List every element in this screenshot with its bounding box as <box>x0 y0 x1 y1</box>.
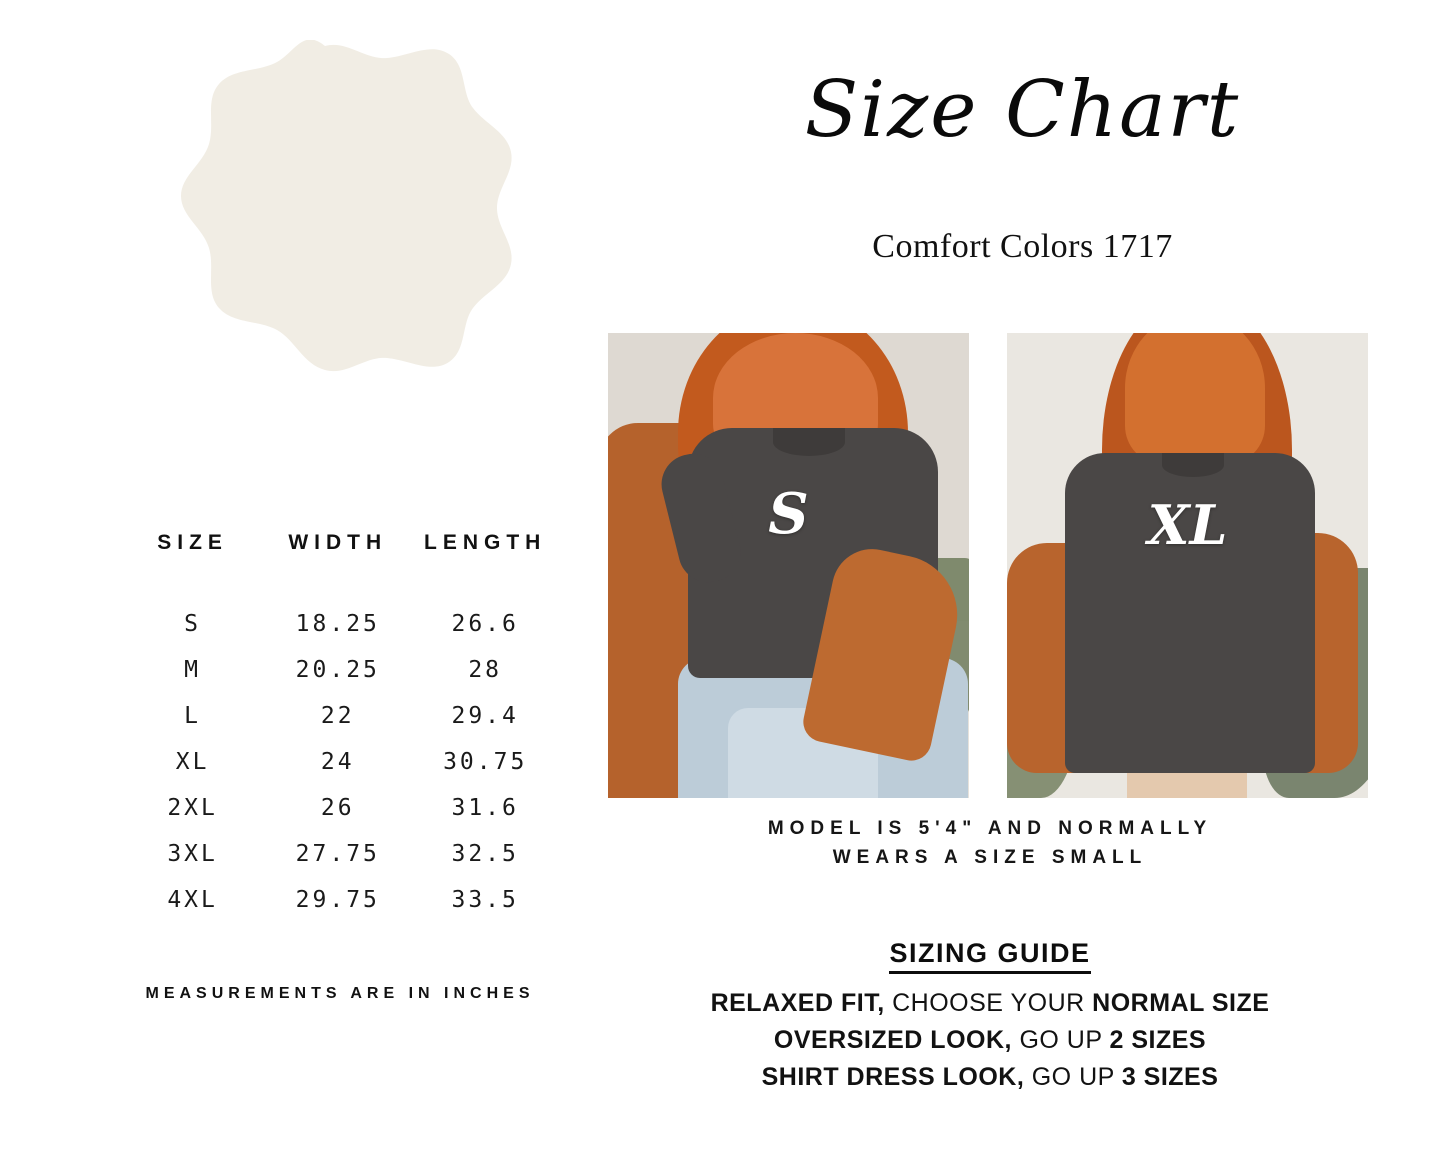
table-row <box>120 785 560 831</box>
cell-length: 28 <box>468 657 503 683</box>
cell-size: 4XL <box>167 887 218 913</box>
model-note-line-2: WEARS A SIZE SMALL <box>832 847 1148 869</box>
cell-length: 26.6 <box>451 611 519 637</box>
table-header-row <box>120 530 560 601</box>
guide-line-1-action: CHOOSE YOUR <box>892 989 1085 1017</box>
tshirt-neckline <box>1162 453 1224 477</box>
table-row <box>120 693 560 739</box>
guide-line-2-result: 2 SIZES <box>1109 1026 1207 1054</box>
tshirt-neckline <box>773 428 845 456</box>
cell-size: L <box>184 703 202 729</box>
sizing-guide-line <box>600 985 1380 1022</box>
guide-line-2-fit: OVERSIZED LOOK, <box>773 1026 1012 1054</box>
cell-size: 2XL <box>167 795 218 821</box>
table-row <box>120 647 560 693</box>
sizing-guide-title-text: SIZING GUIDE <box>889 938 1090 974</box>
table-row <box>120 601 560 647</box>
cell-width: 26 <box>320 795 355 821</box>
guide-line-2-action: GO UP <box>1019 1026 1103 1054</box>
shirt-size-label: XL <box>1147 493 1228 557</box>
column-header-width: WIDTH <box>288 531 388 554</box>
table-row <box>120 831 560 877</box>
cell-size: 3XL <box>167 841 218 867</box>
cell-width: 29.75 <box>295 887 380 913</box>
shirt-size-label: S <box>768 481 809 547</box>
cell-width: 22 <box>320 703 355 729</box>
guide-line-1-fit: RELAXED FIT, <box>710 989 885 1017</box>
model-hair-highlight <box>1125 333 1265 463</box>
sizing-guide-title <box>600 938 1380 969</box>
cell-size: XL <box>175 749 210 775</box>
page-subtitle: Comfort Colors 1717 <box>872 228 1173 265</box>
guide-line-3-fit: SHIRT DRESS LOOK, <box>761 1063 1025 1091</box>
page-title: Size Chart <box>804 65 1241 155</box>
cell-length: 33.5 <box>451 887 519 913</box>
cell-size: M <box>184 657 202 683</box>
cell-length: 31.6 <box>451 795 519 821</box>
model-photo-xl <box>1007 333 1368 798</box>
column-header-length: LENGTH <box>424 531 547 554</box>
table-row <box>120 739 560 785</box>
cell-length: 30.75 <box>443 749 528 775</box>
table-row <box>120 877 560 923</box>
cell-length: 32.5 <box>451 841 519 867</box>
guide-line-1-result: NORMAL SIZE <box>1092 989 1270 1017</box>
cell-width: 24 <box>320 749 355 775</box>
model-note-line-1: MODEL IS 5'4" AND NORMALLY <box>767 818 1213 839</box>
decorative-blob-shape <box>120 40 520 450</box>
right-panel <box>600 0 1445 1156</box>
guide-line-3-action: GO UP <box>1031 1063 1115 1091</box>
sizing-guide-line <box>600 1059 1380 1096</box>
cell-size: S <box>184 611 202 637</box>
model-height-note <box>600 814 1380 873</box>
cell-width: 20.25 <box>295 657 380 683</box>
guide-line-3-result: 3 SIZES <box>1121 1063 1219 1091</box>
left-panel <box>0 0 600 1156</box>
sizing-guide-line <box>600 1022 1380 1059</box>
model-photo-small <box>608 333 969 798</box>
cell-width: 18.25 <box>295 611 380 637</box>
measurements-note: MEASUREMENTS ARE IN INCHES <box>145 985 535 1002</box>
size-table-container <box>120 530 560 923</box>
sizing-guide-lines <box>600 985 1380 1096</box>
cell-length: 29.4 <box>451 703 519 729</box>
cell-width: 27.75 <box>295 841 380 867</box>
size-table <box>120 530 560 923</box>
model-photo-gallery <box>608 333 1368 798</box>
column-header-size: SIZE <box>157 531 228 554</box>
